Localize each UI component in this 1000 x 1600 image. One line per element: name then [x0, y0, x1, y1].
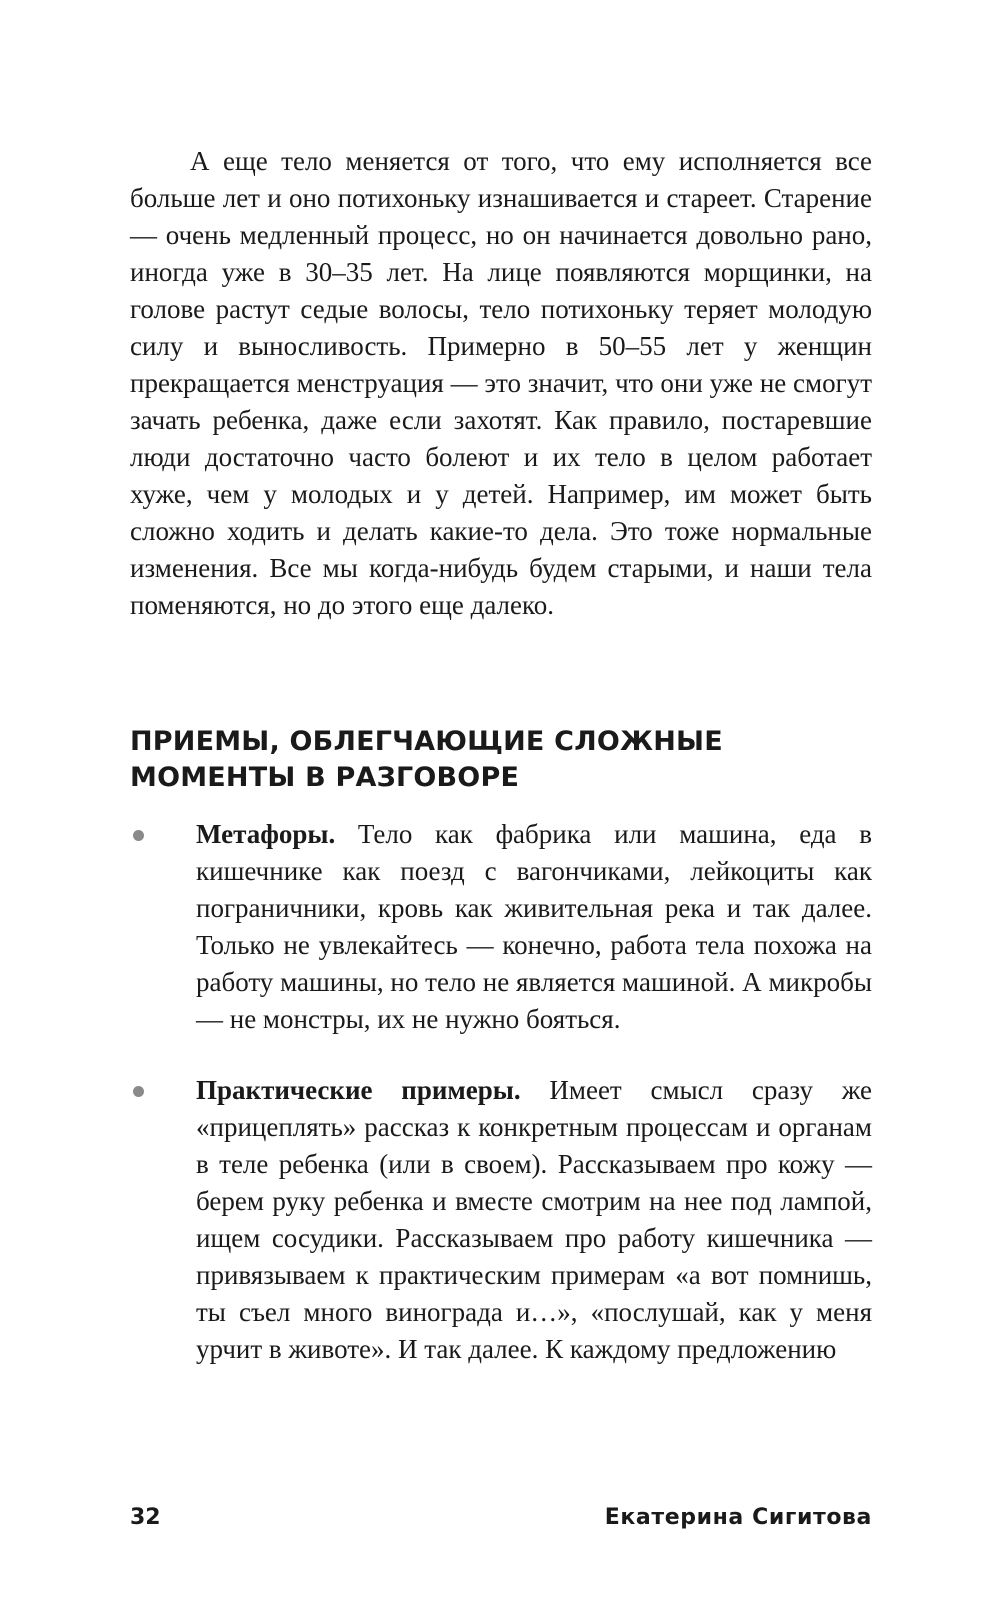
list-item [130, 1072, 872, 1368]
intro-paragraph: А еще тело меняется от того, что ему исполняется все больше лет и оно потихоньку изнашивается и стареет. Старение — очень медленный процесс, но он начинается довольно рано, иногда уже в 30–35 лет. На лице появляются морщинки, на голове растут седые волосы, тело потихоньку теряет молодую силу и выносливость. Примерно в 50–55 лет у женщин прекращается менструация — это значит, что они уже не смогут зачать ребенка, даже если захотят. Как правило, постаревшие люди достаточно часто болеют и их тело в целом работает хуже, чем у молодых и у детей. Например, им может быть сложно ходить и делать какие-то дела. Это тоже нормальные изменения. Все мы когда-нибудь будем старыми, и наши тела поменяются, но до этого еще далеко. [130, 146, 872, 620]
author-name: Екатерина Сигитова [604, 1505, 872, 1530]
bullet-term: Практические примеры. [196, 1075, 521, 1105]
bullet-term: Метафоры. [196, 819, 336, 849]
bullet-dot-icon [133, 1086, 144, 1097]
bullet-dot-icon [133, 830, 144, 841]
bullet-text: Имеет смысл сразу же «прицеплять» рассказ к конкретным процессам и органам в теле ребенка (или в своем). Рассказываем про кожу — берем руку ребенка и вместе смотрим на нее под лампой, ищем сосудики. Рассказываем про работу кишечника — привязываем к практическим примерам «а вот помнишь, ты съел много винограда и…», «послушай, как у меня урчит в животе». И так далее. К каждому предложению [196, 1075, 872, 1364]
page-footer [130, 1505, 872, 1535]
page-number: 32 [130, 1505, 161, 1530]
section-heading: ПРИЕМЫ, ОБЛЕГЧАЮЩИЕ СЛОЖНЫЕ МОМЕНТЫ В РАЗГОВОРЕ [130, 726, 723, 793]
bullet-text: Тело как фабрика или машина, еда в кишечнике как поезд с вагончиками, лейкоциты как пограничники, кровь как живительная река и так далее. Только не увлекайтесь — конечно, работа тела похожа на работу машины, но тело не является машиной. А микробы — не монстры, их не нужно бояться. [196, 819, 872, 1034]
list-item [130, 816, 872, 1038]
bullet-list [130, 816, 872, 1402]
